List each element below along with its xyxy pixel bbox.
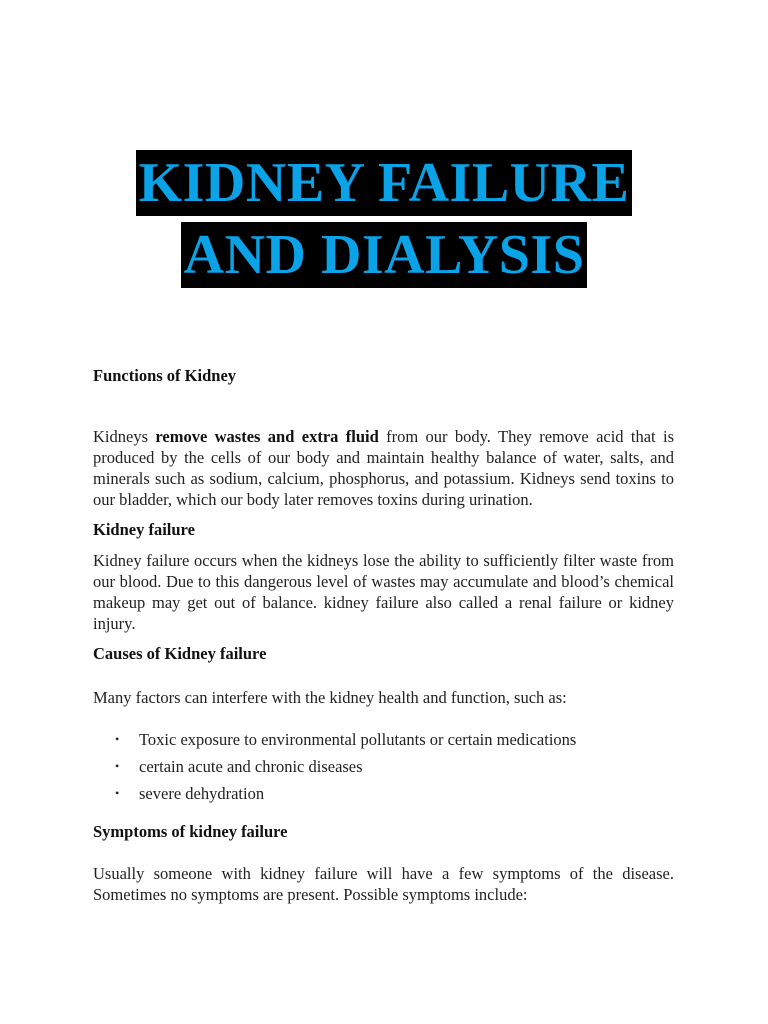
document-title [0,150,768,288]
heading-symptoms: Symptoms of kidney failure [93,822,288,841]
document-body [93,365,674,905]
causes-list [93,726,674,807]
list-item [93,753,674,780]
paragraph-causes-intro: Many factors can interfere with the kidney health and function, such as: [93,688,567,707]
paragraph-kidney-failure: Kidney failure occurs when the kidneys lose the ability to sufficiently filter waste from our blood. Due to this dangerous level of wastes may accumulate and blood’s chemical makeup may get out of balance. kidney failure also called a renal failure or kidney injury. [93,551,674,633]
heading-causes: Causes of Kidney failure [93,644,267,663]
heading-kidney-failure: Kidney failure [93,520,195,539]
list-item-text: Toxic exposure to environmental pollutants or certain medications [139,730,577,749]
title-line-1: KIDNEY FAILURE [136,150,633,216]
paragraph-functions [93,426,674,510]
list-item [93,726,674,753]
title-line-2: AND DIALYSIS [181,222,588,288]
bullet-icon: • [115,759,120,773]
bullet-icon: • [115,732,120,746]
heading-functions: Functions of Kidney [93,366,237,385]
paragraph-functions-bold: remove wastes and extra fluid [155,427,379,446]
paragraph-functions-start: Kidneys [93,427,156,446]
paragraph-symptoms: Usually someone with kidney failure will have a few symptoms of the disease. Sometimes no symptoms are present. Possible symptoms include: [93,864,674,904]
paragraph-functions-end: from our body. They remove acid that is produced by the cells of our body and maintain healthy balance of water, salts, and minerals such as sodium, calcium, phosphorus, and potassium. Kidneys send toxins to our bladder, which our body later removes toxins during urination. [93,427,674,509]
list-item-text: certain acute and chronic diseases [139,757,363,776]
list-item [93,780,674,807]
bullet-icon: • [115,786,120,800]
list-item-text: severe dehydration [139,784,265,803]
